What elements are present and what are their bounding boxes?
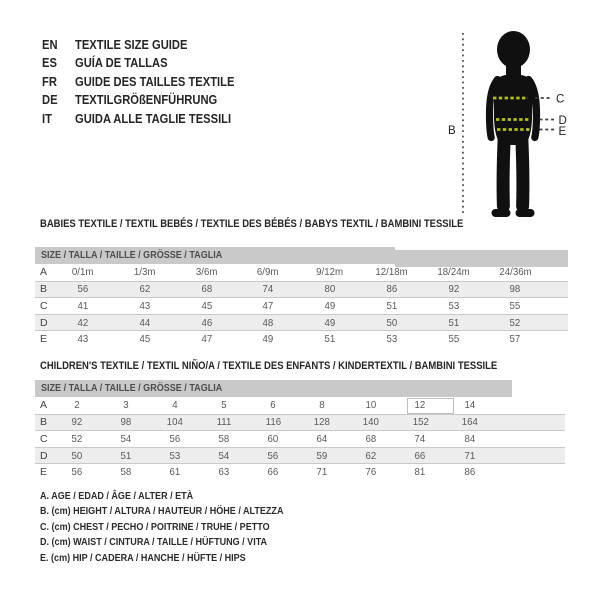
table-cell-text: 2 bbox=[73, 399, 80, 412]
table-cell bbox=[176, 317, 238, 329]
table-cell bbox=[52, 433, 101, 445]
table-cell bbox=[445, 466, 494, 478]
table-cell-text: 50 bbox=[71, 449, 82, 462]
table-cell-text: 92 bbox=[71, 416, 82, 429]
table-cell-text: 43 bbox=[77, 333, 89, 346]
legend-line-text: B. (cm) HEIGHT / ALTURA / HAUTEUR / HÖHE / ALTEZZA bbox=[40, 505, 284, 518]
table-cell bbox=[150, 399, 199, 411]
language-label: GUIDA ALLE TAGLIE TESSILI bbox=[75, 110, 232, 126]
language-code bbox=[42, 54, 75, 72]
table-cell-text: 111 bbox=[216, 416, 232, 429]
table-cell bbox=[423, 317, 485, 329]
language-row bbox=[42, 91, 260, 109]
legend-line-text: C. (cm) CHEST / PECHO / POITRINE / TRUHE / PETTO bbox=[40, 520, 270, 533]
table-cell bbox=[237, 317, 299, 329]
row-label: E bbox=[40, 466, 48, 479]
table-row bbox=[35, 281, 568, 298]
language-row bbox=[42, 36, 260, 54]
table-cell bbox=[199, 433, 248, 445]
table-cell bbox=[484, 333, 546, 345]
table-cell-text: 98 bbox=[120, 416, 132, 429]
table-row bbox=[35, 264, 568, 281]
row-label: D bbox=[40, 316, 48, 329]
table-cell-text: 18/24m bbox=[437, 266, 470, 279]
child-silhouette-svg bbox=[440, 0, 600, 240]
table-cell bbox=[484, 266, 546, 278]
table-cell-text: 66 bbox=[414, 449, 426, 462]
table-cell bbox=[347, 466, 396, 478]
table-cell-text: 116 bbox=[265, 416, 281, 429]
language-code-text: FR bbox=[42, 73, 57, 89]
table-cell-text: 128 bbox=[314, 416, 331, 429]
language-label: TEXTILE SIZE GUIDE bbox=[75, 37, 188, 52]
table-cell bbox=[299, 300, 361, 312]
table-cell-text: 52 bbox=[509, 316, 521, 329]
table-cell bbox=[347, 416, 396, 428]
table-cell-text: 84 bbox=[464, 432, 475, 445]
table-cell bbox=[361, 300, 423, 312]
table-cell bbox=[423, 333, 485, 345]
row-label: C bbox=[40, 432, 48, 445]
table-cell-text: 55 bbox=[509, 299, 521, 312]
table-cell bbox=[114, 300, 176, 312]
table-cell-text: 56 bbox=[267, 449, 279, 462]
table-cell-text: 53 bbox=[447, 299, 459, 312]
table-cell bbox=[101, 399, 150, 411]
table-cell bbox=[150, 466, 199, 478]
child-figure-diagram bbox=[440, 0, 600, 240]
table-cell-text: 86 bbox=[464, 466, 475, 479]
table-cell bbox=[52, 300, 114, 312]
language-label: GUIDE DES TAILLES TEXTILE bbox=[75, 73, 235, 89]
table-cell bbox=[361, 283, 423, 295]
table-cell bbox=[298, 466, 347, 478]
table-cell-text: 24/36m bbox=[499, 266, 532, 279]
table-cell bbox=[361, 266, 423, 278]
table-cell-text: 4 bbox=[172, 399, 178, 412]
language-row bbox=[42, 54, 260, 72]
table-cell-text: 44 bbox=[139, 316, 151, 329]
table-cell bbox=[199, 450, 248, 462]
label-chest: C bbox=[556, 93, 565, 106]
table-cell-text: 152 bbox=[412, 416, 429, 429]
table-cell-text: 1/3m bbox=[133, 266, 156, 279]
language-code bbox=[42, 91, 75, 109]
table-cell-text: 64 bbox=[316, 432, 328, 445]
table-cell bbox=[237, 300, 299, 312]
table-cell bbox=[361, 317, 423, 329]
table-cell bbox=[445, 416, 494, 428]
table-cell bbox=[347, 450, 396, 462]
table-cell-text: 92 bbox=[447, 283, 459, 296]
row-label: E bbox=[40, 333, 48, 346]
table-cell bbox=[101, 450, 150, 462]
table-cell-text: 61 bbox=[169, 466, 181, 479]
table-cell bbox=[52, 450, 101, 462]
table-cell-text: 86 bbox=[386, 283, 398, 296]
table-cell bbox=[114, 317, 176, 329]
table-cell-text: 47 bbox=[262, 299, 274, 312]
table-cell bbox=[237, 266, 299, 278]
table-cell-text: 43 bbox=[139, 299, 151, 312]
table-cell bbox=[423, 300, 485, 312]
children-table-title: CHILDREN'S TEXTILE / TEXTIL NIÑO/A / TEXTILE DES ENFANTS / KINDERTEXTIL / BAMBINI TESSILE bbox=[40, 360, 498, 372]
table-cell bbox=[396, 433, 445, 445]
table-cell-text: 8 bbox=[319, 399, 325, 412]
table-cell bbox=[396, 450, 445, 462]
table-cell-text: 0/1m bbox=[72, 266, 94, 279]
language-list bbox=[42, 36, 260, 128]
table-cell-text: 3 bbox=[122, 399, 129, 412]
table-cell bbox=[299, 266, 361, 278]
table-cell bbox=[484, 317, 546, 329]
table-cell bbox=[237, 333, 299, 345]
size-12-highlight-box bbox=[407, 398, 454, 415]
row-label: A bbox=[40, 266, 48, 279]
table-cell bbox=[52, 399, 101, 411]
table-cell-text: 49 bbox=[324, 316, 336, 329]
table-cell-text: 56 bbox=[77, 283, 89, 296]
table-cell-text: 71 bbox=[316, 466, 328, 479]
table-cell-text: 62 bbox=[139, 283, 151, 296]
table-cell-text: 98 bbox=[509, 283, 521, 296]
table-cell bbox=[150, 416, 199, 428]
table-cell-text: 58 bbox=[218, 432, 230, 445]
language-code-text: DE bbox=[42, 92, 58, 108]
table-cell-text: 71 bbox=[464, 449, 475, 462]
table-cell-text: 6/9m bbox=[257, 266, 279, 279]
table-cell bbox=[52, 283, 114, 295]
table-cell-text: 10 bbox=[365, 399, 377, 412]
legend-line bbox=[40, 504, 323, 519]
table-cell-text: 56 bbox=[71, 466, 82, 479]
babies-header-label: SIZE / TALLA / TAILLE / GRÖSSE / TAGLIA bbox=[41, 249, 223, 261]
table-cell-text: 56 bbox=[169, 432, 181, 445]
table-cell-text: 49 bbox=[262, 333, 274, 346]
table-cell bbox=[347, 433, 396, 445]
table-cell-text: 62 bbox=[365, 449, 377, 462]
table-cell-text: 12 bbox=[414, 399, 426, 412]
legend-line bbox=[40, 489, 323, 504]
table-cell-text: 59 bbox=[316, 449, 328, 462]
table-cell bbox=[199, 466, 248, 478]
children-header-label: SIZE / TALLA / TAILLE / GRÖSSE / TAGLIA bbox=[41, 382, 223, 394]
table-cell bbox=[150, 450, 199, 462]
table-cell-text: 47 bbox=[200, 333, 212, 346]
table-cell bbox=[248, 433, 297, 445]
table-cell bbox=[484, 283, 546, 295]
table-cell bbox=[101, 466, 150, 478]
legend-line bbox=[40, 535, 323, 550]
table-cell bbox=[396, 466, 445, 478]
legend-line-text: A. AGE / EDAD / ÂGE / ALTER / ETÀ bbox=[40, 490, 194, 502]
table-cell-text: 55 bbox=[447, 333, 459, 346]
table-cell-text: 76 bbox=[365, 466, 377, 479]
babies-table bbox=[35, 264, 568, 347]
table-cell-text: 104 bbox=[166, 416, 183, 429]
table-cell-text: 68 bbox=[365, 432, 377, 445]
table-cell bbox=[298, 433, 347, 445]
table-cell bbox=[101, 433, 150, 445]
table-cell-text: 9/12m bbox=[316, 266, 344, 279]
child-silhouette bbox=[490, 31, 537, 217]
table-cell bbox=[248, 450, 297, 462]
table-cell bbox=[298, 399, 347, 411]
table-cell-text: 164 bbox=[461, 416, 478, 429]
table-cell-text: 81 bbox=[414, 466, 426, 479]
table-cell-text: 5 bbox=[221, 399, 227, 412]
language-label: GUÍA DE TALLAS bbox=[75, 55, 168, 71]
language-code-text: EN bbox=[42, 37, 58, 52]
table-cell bbox=[423, 266, 485, 278]
table-cell bbox=[176, 333, 238, 345]
table-cell bbox=[248, 466, 297, 478]
table-cell bbox=[114, 333, 176, 345]
language-code-text: IT bbox=[42, 110, 52, 126]
table-cell-text: 49 bbox=[324, 299, 336, 312]
table-cell bbox=[484, 300, 546, 312]
table-cell-text: 14 bbox=[464, 399, 475, 412]
row-label: B bbox=[40, 283, 48, 296]
table-cell bbox=[199, 416, 248, 428]
legend-line bbox=[40, 520, 323, 535]
table-cell-text: 66 bbox=[267, 466, 279, 479]
table-cell-text: 51 bbox=[386, 299, 398, 312]
table-cell-text: 58 bbox=[120, 466, 132, 479]
table-row bbox=[35, 297, 568, 314]
table-cell-text: 51 bbox=[120, 449, 132, 462]
row-label: B bbox=[40, 416, 48, 429]
table-cell bbox=[361, 333, 423, 345]
table-cell bbox=[176, 283, 238, 295]
row-label: D bbox=[40, 449, 48, 462]
table-cell bbox=[445, 450, 494, 462]
legend-line-text: D. (cm) WAIST / CINTURA / TAILLE / HÜFTUNG / VITA bbox=[40, 536, 268, 549]
table-cell-text: 46 bbox=[200, 316, 212, 329]
table-cell bbox=[298, 416, 347, 428]
table-cell bbox=[298, 450, 347, 462]
table-cell-text: 3/6m bbox=[195, 266, 218, 279]
table-cell bbox=[299, 333, 361, 345]
table-cell bbox=[299, 283, 361, 295]
table-cell-text: 140 bbox=[363, 416, 380, 429]
table-cell-text: 12/18m bbox=[375, 266, 408, 279]
label-waist: D bbox=[558, 115, 567, 127]
table-row bbox=[35, 430, 565, 447]
table-cell-text: 41 bbox=[77, 299, 89, 312]
table-cell bbox=[52, 317, 114, 329]
table-cell bbox=[52, 333, 114, 345]
table-cell-text: 54 bbox=[218, 449, 230, 462]
table-cell-text: 74 bbox=[262, 283, 274, 296]
table-cell bbox=[114, 283, 176, 295]
table-cell bbox=[396, 416, 445, 428]
table-cell bbox=[176, 266, 238, 278]
table-cell-text: 80 bbox=[324, 283, 336, 296]
language-row bbox=[42, 73, 260, 91]
table-row bbox=[35, 447, 565, 464]
table-cell bbox=[52, 416, 101, 428]
language-code bbox=[42, 73, 75, 91]
table-cell-text: 52 bbox=[71, 432, 82, 445]
table-row bbox=[35, 330, 568, 347]
table-cell bbox=[199, 399, 248, 411]
label-hip: E bbox=[558, 125, 567, 138]
table-cell-text: 51 bbox=[447, 316, 459, 329]
table-cell-text: 48 bbox=[262, 316, 274, 329]
table-row bbox=[35, 314, 568, 331]
table-cell-text: 45 bbox=[139, 333, 151, 346]
table-cell bbox=[423, 283, 485, 295]
table-cell bbox=[101, 416, 150, 428]
children-table bbox=[35, 397, 565, 480]
table-row bbox=[35, 397, 565, 414]
table-cell bbox=[150, 433, 199, 445]
language-row bbox=[42, 110, 260, 128]
table-cell bbox=[248, 399, 297, 411]
table-cell bbox=[237, 283, 299, 295]
table-cell-text: 54 bbox=[120, 432, 132, 445]
language-code-text: ES bbox=[42, 55, 57, 71]
legend-line-text: E. (cm) HIP / CADERA / HANCHE / HÜFTE / HIPS bbox=[40, 551, 246, 564]
measurement-legend bbox=[40, 489, 323, 566]
language-code bbox=[42, 36, 75, 54]
table-cell bbox=[299, 317, 361, 329]
babies-table-title: BABIES TEXTILE / TEXTIL BEBÉS / TEXTILE DES BÉBÉS / BABYS TEXTIL / BAMBINI TESSILE bbox=[40, 218, 464, 230]
table-cell bbox=[114, 266, 176, 278]
table-cell-text: 74 bbox=[414, 432, 426, 445]
table-cell-text: 51 bbox=[324, 333, 336, 346]
table-cell-text: 60 bbox=[267, 432, 279, 445]
table-cell bbox=[248, 416, 297, 428]
table-cell-text: 6 bbox=[270, 399, 276, 412]
language-code bbox=[42, 110, 75, 128]
legend-line bbox=[40, 551, 323, 566]
table-cell-text: 57 bbox=[509, 333, 521, 346]
table-cell bbox=[52, 266, 114, 278]
table-cell-text: 53 bbox=[386, 333, 398, 346]
table-cell-text: 68 bbox=[200, 283, 212, 296]
table-cell bbox=[52, 466, 101, 478]
table-cell bbox=[347, 399, 396, 411]
row-label: A bbox=[40, 399, 48, 412]
table-cell-text: 63 bbox=[218, 466, 230, 479]
table-cell bbox=[445, 433, 494, 445]
label-height: B bbox=[448, 125, 456, 137]
table-cell-text: 50 bbox=[386, 316, 398, 329]
table-row bbox=[35, 463, 565, 480]
table-row bbox=[35, 414, 565, 431]
row-label: C bbox=[40, 299, 48, 312]
table-cell-text: 42 bbox=[77, 316, 89, 329]
table-cell-text: 53 bbox=[169, 449, 181, 462]
table-cell-text: 45 bbox=[200, 299, 212, 312]
table-cell bbox=[176, 300, 238, 312]
language-label: TEXTILGRÖßENFÜHRUNG bbox=[75, 92, 218, 108]
